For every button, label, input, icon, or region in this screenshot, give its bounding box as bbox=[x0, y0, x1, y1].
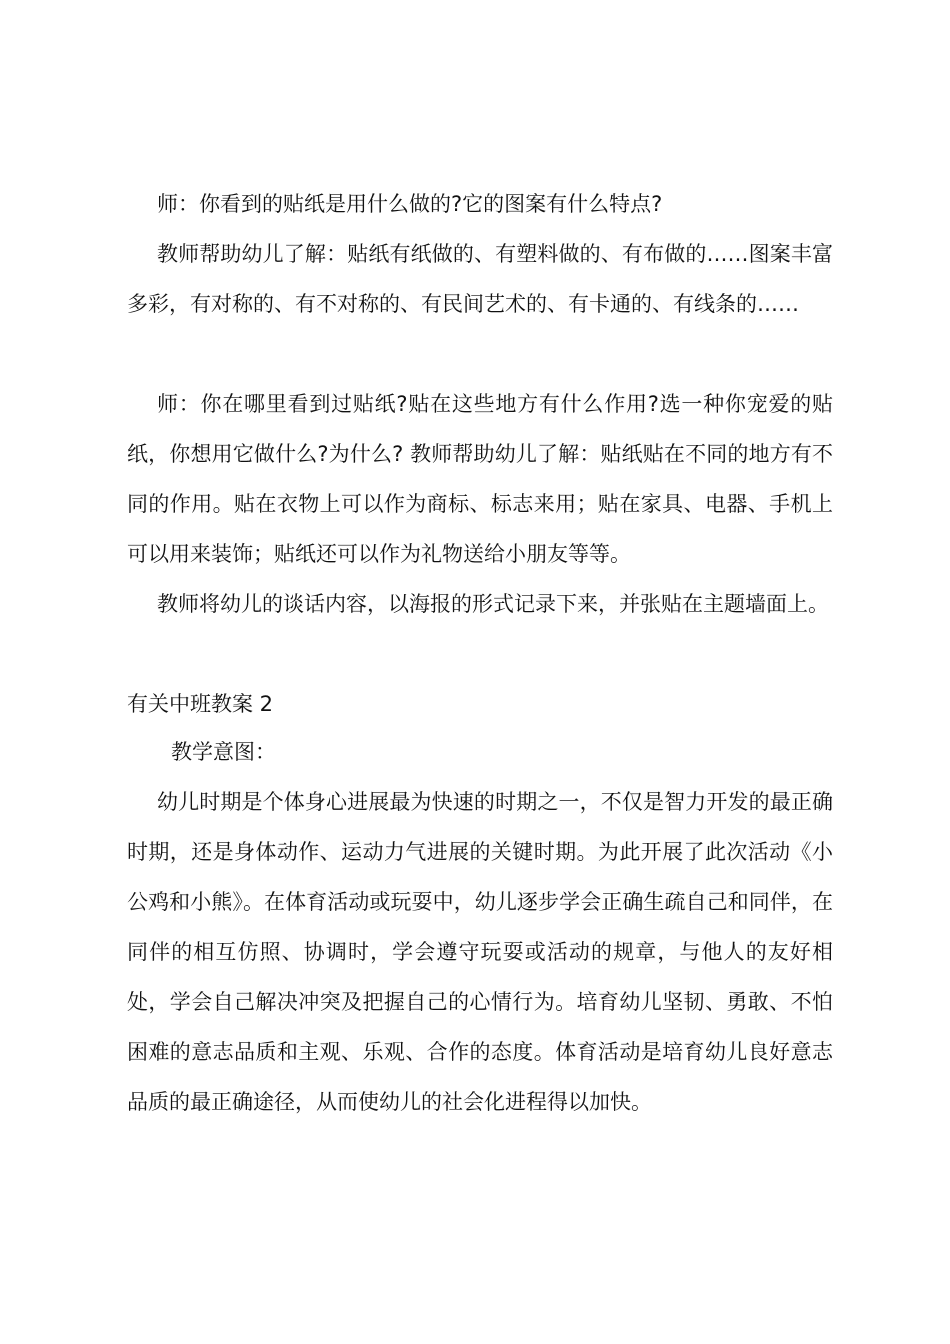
section-title: 有关中班教案 2 bbox=[127, 692, 274, 716]
paragraph-teacher-question-material: 师：你看到的贴纸是用什么做的?它的图案有什么特点? bbox=[157, 192, 663, 216]
paragraph-poster-record: 教师将幼儿的谈话内容，以海报的形式记录下来，并张贴在主题墙面上。 bbox=[157, 592, 829, 616]
subsection-title: 教学意图： bbox=[171, 740, 276, 764]
paragraph-teaching-intent: 幼儿时期是个体身心进展最为快速的时期之一，不仅是智力开发的最正确时期，还是身体动作、运动力气进展的关键时期。为此开展了此次活动《小公鸡和小熊》。在体育活动或玩耍中，幼儿逐步学会正确生疏自己和同伴，在同伴的相互仿照、协调时，学会遵守玩耍或活动的规章，与他人的友好相处，学会自己解决冲突及把握自己的心情行为。培育幼儿坚韧、勇敢、不怕困难的意志品质和主观、乐观、合作的态度。体育活动是培育幼儿良好意志品质的最正确途径，从而使幼儿的社会化进程得以加快。 bbox=[127, 790, 833, 1114]
paragraph-teacher-explains-material: 教师帮助幼儿了解：贴纸有纸做的、有塑料做的、有布做的……图案丰富多彩，有对称的、有不对称的、有民间艺术的、有卡通的、有线条的…… bbox=[127, 242, 833, 316]
paragraph-teacher-question-usage: 师：你在哪里看到过贴纸?贴在这些地方有什么作用?选一种你宠爱的贴纸，你想用它做什么?为什么? 教师帮助幼儿了解：贴纸贴在不同的地方有不同的作用。贴在衣物上可以作为商标、标志来用；贴在家具、电器、手机上可以用来装饰；贴纸还可以作为礼物送给小朋友等等。 bbox=[127, 392, 833, 566]
